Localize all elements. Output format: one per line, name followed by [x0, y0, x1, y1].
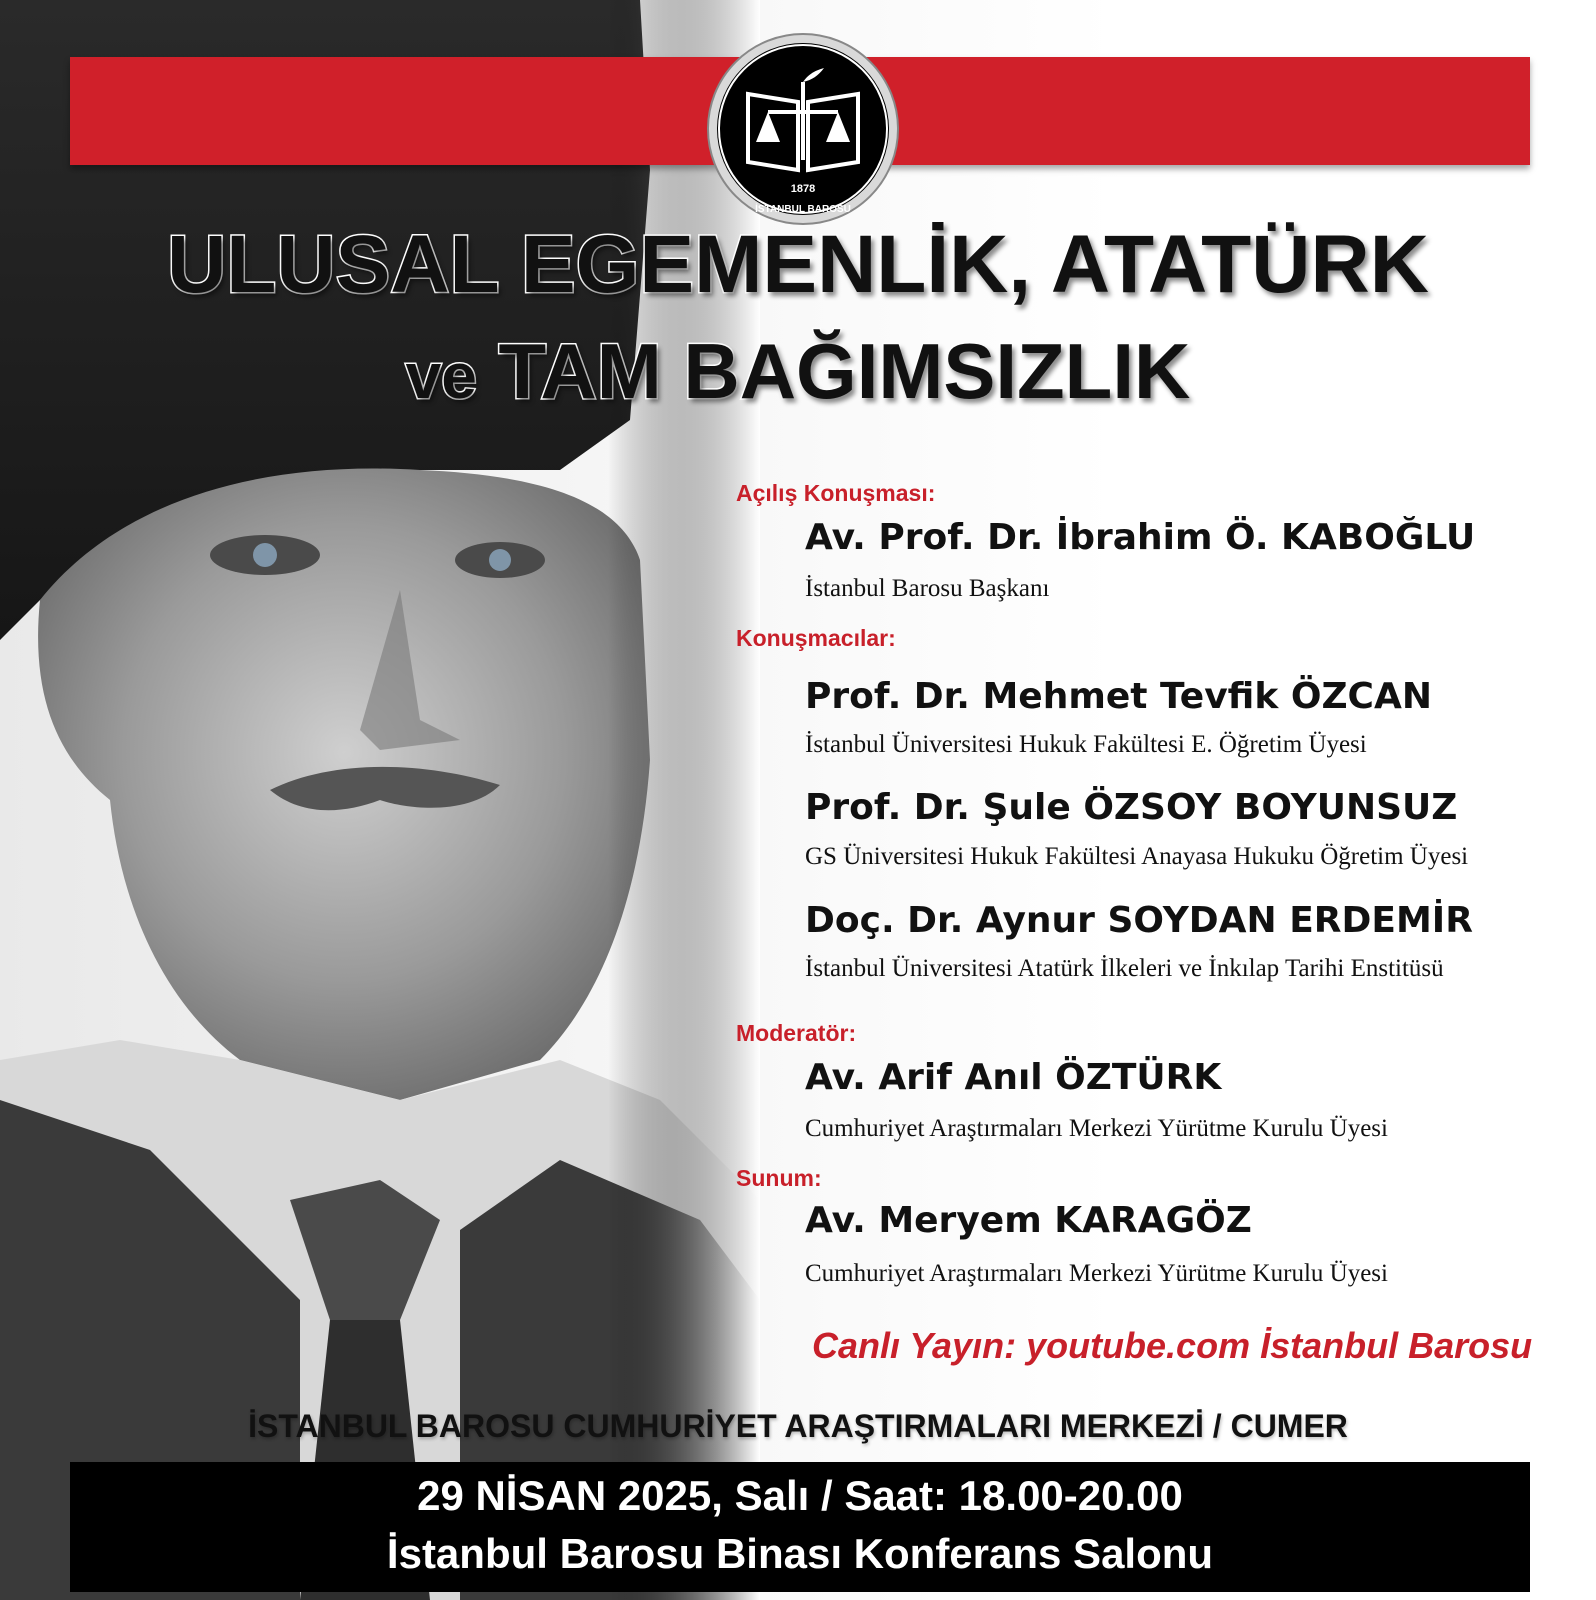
presenter-role: Cumhuriyet Araştırmaları Merkezi Yürütme Kurulu Üyesi	[805, 1260, 1388, 1287]
event-info-bar	[70, 1462, 1530, 1592]
section-label-moderator: Moderatör:	[736, 1020, 857, 1046]
section-label-opening: Açılış Konuşması:	[736, 480, 936, 506]
speaker-name: Prof. Dr. Şule ÖZSOY BOYUNSUZ	[805, 787, 1458, 828]
speaker-role: İstanbul Barosu Başkanı	[805, 575, 1050, 602]
moderator-role: Cumhuriyet Araştırmaları Merkezi Yürütme Kurulu Üyesi	[805, 1115, 1388, 1142]
section-label-presentation: Sunum:	[736, 1165, 822, 1191]
istanbul-bar-seal-logo	[706, 32, 900, 226]
poster-title-line1: ULUSAL EGEMENLİK, ATATÜRK	[167, 219, 1429, 310]
speaker-role: GS Üniversitesi Hukuk Fakültesi Anayasa Hukuku Öğretim Üyesi	[805, 843, 1469, 870]
seal-name: İSTANBUL BAROSU	[755, 204, 851, 215]
speaker-role: İstanbul Üniversitesi Hukuk Fakültesi E. Öğretim Üyesi	[805, 731, 1367, 758]
event-venue: İstanbul Barosu Binası Konferans Salonu	[386, 1530, 1214, 1577]
seal-year: 1878	[790, 183, 816, 195]
title-line2-rest: TAM BAĞIMSIZLIK	[498, 327, 1191, 415]
speaker-name: Av. Prof. Dr. İbrahim Ö. KABOĞLU	[805, 517, 1476, 558]
poster-title-line2	[0, 326, 1596, 417]
organizer: İSTANBUL BAROSU CUMHURİYET ARAŞTIRMALARI MERKEZİ / CUMER	[248, 1408, 1348, 1444]
live-stream-link[interactable]: Canlı Yayın: youtube.com İstanbul Barosu	[812, 1325, 1533, 1366]
presenter-name: Av. Meryem KARAGÖZ	[805, 1200, 1252, 1241]
title-ve: ve	[405, 340, 477, 412]
speaker-name: Doç. Dr. Aynur SOYDAN ERDEMİR	[805, 900, 1473, 941]
moderator-name: Av. Arif Anıl ÖZTÜRK	[805, 1057, 1222, 1098]
event-datetime: 29 NİSAN 2025, Salı / Saat: 18.00-20.00	[417, 1472, 1183, 1519]
section-label-speakers: Konuşmacılar:	[736, 625, 896, 651]
speaker-role: İstanbul Üniversitesi Atatürk İlkeleri ve İnkılap Tarihi Enstitüsü	[805, 955, 1444, 982]
speaker-name: Prof. Dr. Mehmet Tevfik ÖZCAN	[805, 676, 1432, 717]
